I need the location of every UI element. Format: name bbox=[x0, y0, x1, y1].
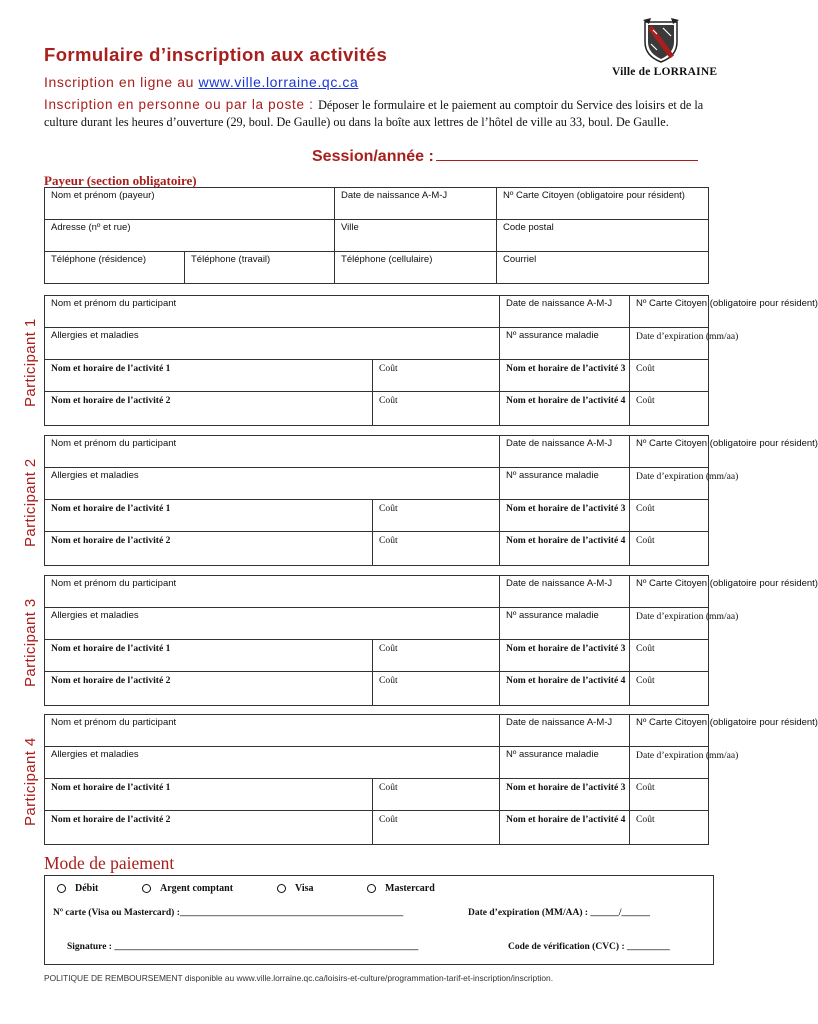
participant-expiry-field[interactable]: Date d’expiration (mm/aa) bbox=[630, 608, 709, 640]
payment-option-cash[interactable] bbox=[142, 883, 233, 894]
radio-circle-icon[interactable] bbox=[57, 884, 66, 893]
participant-name-field[interactable]: Nom et prénom du participant bbox=[45, 436, 500, 468]
activity-2-cost[interactable]: Coût bbox=[373, 532, 500, 566]
activity-3-field[interactable]: Nom et horaire de l’activité 3 bbox=[500, 360, 630, 392]
city-crest-icon bbox=[641, 18, 681, 64]
participant-health-card-field[interactable]: Nº assurance maladie bbox=[500, 468, 630, 500]
inperson-instructions: Déposer le formulaire et le paiement au comptoir du Service des loisirs et de la culture durant les heures d’ouverture (29, boul. De Gaulle) ou dans la boîte aux lettres de l’hôtel de ville au 33, boul. De Gaulle. bbox=[44, 98, 704, 129]
participant-health-card-field[interactable]: Nº assurance maladie bbox=[500, 608, 630, 640]
payment-option-visa[interactable] bbox=[277, 883, 314, 894]
participant-name-field[interactable]: Nom et prénom du participant bbox=[45, 715, 500, 747]
inperson-registration-text bbox=[44, 96, 734, 131]
participant-allergies-field[interactable]: Allergies et maladies bbox=[45, 468, 500, 500]
participant-expiry-field[interactable]: Date d’expiration (mm/aa) bbox=[630, 468, 709, 500]
participant-name-field[interactable]: Nom et prénom du participant bbox=[45, 576, 500, 608]
activity-3-cost[interactable]: Coût bbox=[630, 500, 709, 532]
participant-3-label: Participant 3 bbox=[22, 598, 39, 687]
payeur-phone-work-field[interactable]: Téléphone (travail) bbox=[185, 252, 335, 284]
activity-2-cost[interactable]: Coût bbox=[373, 811, 500, 845]
activity-4-field[interactable]: Nom et horaire de l’activité 4 bbox=[500, 392, 630, 426]
online-prefix: Inscription en ligne au bbox=[44, 74, 199, 90]
city-logo-text: Ville de LORRAINE bbox=[612, 66, 718, 78]
participant-dob-field[interactable]: Date de naissance A-M-J bbox=[500, 436, 630, 468]
payment-option-mastercard[interactable] bbox=[367, 883, 435, 894]
participant-1-table bbox=[44, 295, 818, 426]
participant-allergies-field[interactable]: Allergies et maladies bbox=[45, 747, 500, 779]
activity-3-field[interactable]: Nom et horaire de l’activité 3 bbox=[500, 500, 630, 532]
activity-4-cost[interactable]: Coût bbox=[630, 392, 709, 426]
payment-option-label: Mastercard bbox=[385, 883, 435, 894]
activity-2-field[interactable]: Nom et horaire de l’activité 2 bbox=[45, 672, 373, 706]
participant-card-field[interactable]: Nº Carte Citoyen (obligatoire pour résident) bbox=[630, 576, 709, 608]
activity-4-field[interactable]: Nom et horaire de l’activité 4 bbox=[500, 811, 630, 845]
participant-2-label: Participant 2 bbox=[22, 458, 39, 547]
participant-dob-field[interactable]: Date de naissance A-M-J bbox=[500, 296, 630, 328]
payment-mode-title: Mode de paiement bbox=[44, 853, 175, 873]
participant-4-label: Participant 4 bbox=[22, 737, 39, 826]
activity-4-cost[interactable]: Coût bbox=[630, 811, 709, 845]
activity-1-field[interactable]: Nom et horaire de l’activité 1 bbox=[45, 500, 373, 532]
participant-allergies-field[interactable]: Allergies et maladies bbox=[45, 608, 500, 640]
signature-field[interactable]: Signature : ________________________________________________________________ bbox=[67, 942, 419, 952]
payeur-address-field[interactable]: Adresse (nº et rue) bbox=[45, 220, 335, 252]
radio-circle-icon[interactable] bbox=[367, 884, 376, 893]
participant-health-card-field[interactable]: Nº assurance maladie bbox=[500, 747, 630, 779]
activity-2-field[interactable]: Nom et horaire de l’activité 2 bbox=[45, 532, 373, 566]
refund-policy-note: POLITIQUE DE REMBOURSEMENT disponible au www.ville.lorraine.qc.ca/loisirs-et-culture/programmation-tarif-et-inscription/inscription. bbox=[44, 973, 554, 983]
card-number-field[interactable]: Nº carte (Visa ou Mastercard) :_______________________________________________ bbox=[53, 908, 404, 918]
participant-health-card-field[interactable]: Nº assurance maladie bbox=[500, 328, 630, 360]
payeur-name-field[interactable]: Nom et prénom (payeur) bbox=[45, 188, 335, 220]
participant-2-table bbox=[44, 435, 818, 566]
session-label: Session/année : bbox=[312, 148, 434, 165]
form-title: Formulaire d’inscription aux activités bbox=[44, 44, 388, 65]
activity-2-cost[interactable]: Coût bbox=[373, 672, 500, 706]
card-expiry-field[interactable]: Date d’expiration (MM/AA) : ______/______ bbox=[468, 908, 651, 918]
payeur-city-field[interactable]: Ville bbox=[335, 220, 497, 252]
participant-4-table bbox=[44, 714, 818, 845]
activity-1-cost[interactable]: Coût bbox=[373, 779, 500, 811]
participant-name-field[interactable]: Nom et prénom du participant bbox=[45, 296, 500, 328]
activity-3-field[interactable]: Nom et horaire de l’activité 3 bbox=[500, 640, 630, 672]
payeur-section-label: Payeur (section obligatoire) bbox=[44, 173, 197, 188]
participant-expiry-field[interactable]: Date d’expiration (mm/aa) bbox=[630, 747, 709, 779]
participant-card-field[interactable]: Nº Carte Citoyen (obligatoire pour résident) bbox=[630, 715, 709, 747]
activity-2-cost[interactable]: Coût bbox=[373, 392, 500, 426]
participant-allergies-field[interactable]: Allergies et maladies bbox=[45, 328, 500, 360]
session-blank-line[interactable] bbox=[436, 146, 698, 161]
participant-dob-field[interactable]: Date de naissance A-M-J bbox=[500, 715, 630, 747]
radio-circle-icon[interactable] bbox=[277, 884, 286, 893]
activity-4-cost[interactable]: Coût bbox=[630, 532, 709, 566]
payeur-postal-field[interactable]: Code postal bbox=[497, 220, 709, 252]
radio-circle-icon[interactable] bbox=[142, 884, 151, 893]
activity-1-field[interactable]: Nom et horaire de l’activité 1 bbox=[45, 360, 373, 392]
session-field[interactable] bbox=[312, 146, 698, 166]
payeur-card-field[interactable]: Nº Carte Citoyen (obligatoire pour résident) bbox=[497, 188, 709, 220]
activity-4-field[interactable]: Nom et horaire de l’activité 4 bbox=[500, 672, 630, 706]
activity-4-field[interactable]: Nom et horaire de l’activité 4 bbox=[500, 532, 630, 566]
activity-1-cost[interactable]: Coût bbox=[373, 500, 500, 532]
cvc-field[interactable]: Code de vérification (CVC) : _________ bbox=[508, 942, 670, 952]
payeur-dob-field[interactable]: Date de naissance A-M-J bbox=[335, 188, 497, 220]
participant-card-field[interactable]: Nº Carte Citoyen (obligatoire pour résident) bbox=[630, 296, 709, 328]
payeur-phone-home-field[interactable]: Téléphone (résidence) bbox=[45, 252, 185, 284]
activity-3-cost[interactable]: Coût bbox=[630, 640, 709, 672]
website-link[interactable]: www.ville.lorraine.qc.ca bbox=[198, 74, 359, 90]
payeur-email-field[interactable]: Courriel bbox=[497, 252, 709, 284]
activity-1-cost[interactable]: Coût bbox=[373, 360, 500, 392]
payment-option-label: Visa bbox=[295, 883, 314, 894]
activity-2-field[interactable]: Nom et horaire de l’activité 2 bbox=[45, 811, 373, 845]
activity-1-field[interactable]: Nom et horaire de l’activité 1 bbox=[45, 779, 373, 811]
online-registration-line bbox=[44, 74, 358, 90]
participant-1-label: Participant 1 bbox=[22, 318, 39, 407]
payment-box bbox=[44, 875, 714, 965]
activity-1-cost[interactable]: Coût bbox=[373, 640, 500, 672]
participant-3-table bbox=[44, 575, 818, 706]
payment-option-debit[interactable] bbox=[57, 883, 98, 894]
activity-3-cost[interactable]: Coût bbox=[630, 779, 709, 811]
participant-dob-field[interactable]: Date de naissance A-M-J bbox=[500, 576, 630, 608]
activity-3-field[interactable]: Nom et horaire de l’activité 3 bbox=[500, 779, 630, 811]
activity-4-cost[interactable]: Coût bbox=[630, 672, 709, 706]
inperson-lead: Inscription en personne ou par la poste : bbox=[44, 97, 319, 112]
payeur-phone-cell-field[interactable]: Téléphone (cellulaire) bbox=[335, 252, 497, 284]
activity-3-cost[interactable]: Coût bbox=[630, 360, 709, 392]
participant-card-field[interactable]: Nº Carte Citoyen (obligatoire pour résident) bbox=[630, 436, 709, 468]
activity-2-field[interactable]: Nom et horaire de l’activité 2 bbox=[45, 392, 373, 426]
payeur-table bbox=[44, 187, 709, 284]
payment-option-label: Débit bbox=[75, 883, 99, 894]
activity-1-field[interactable]: Nom et horaire de l’activité 1 bbox=[45, 640, 373, 672]
participant-expiry-field[interactable]: Date d’expiration (mm/aa) bbox=[630, 328, 709, 360]
payment-option-label: Argent comptant bbox=[160, 883, 234, 894]
